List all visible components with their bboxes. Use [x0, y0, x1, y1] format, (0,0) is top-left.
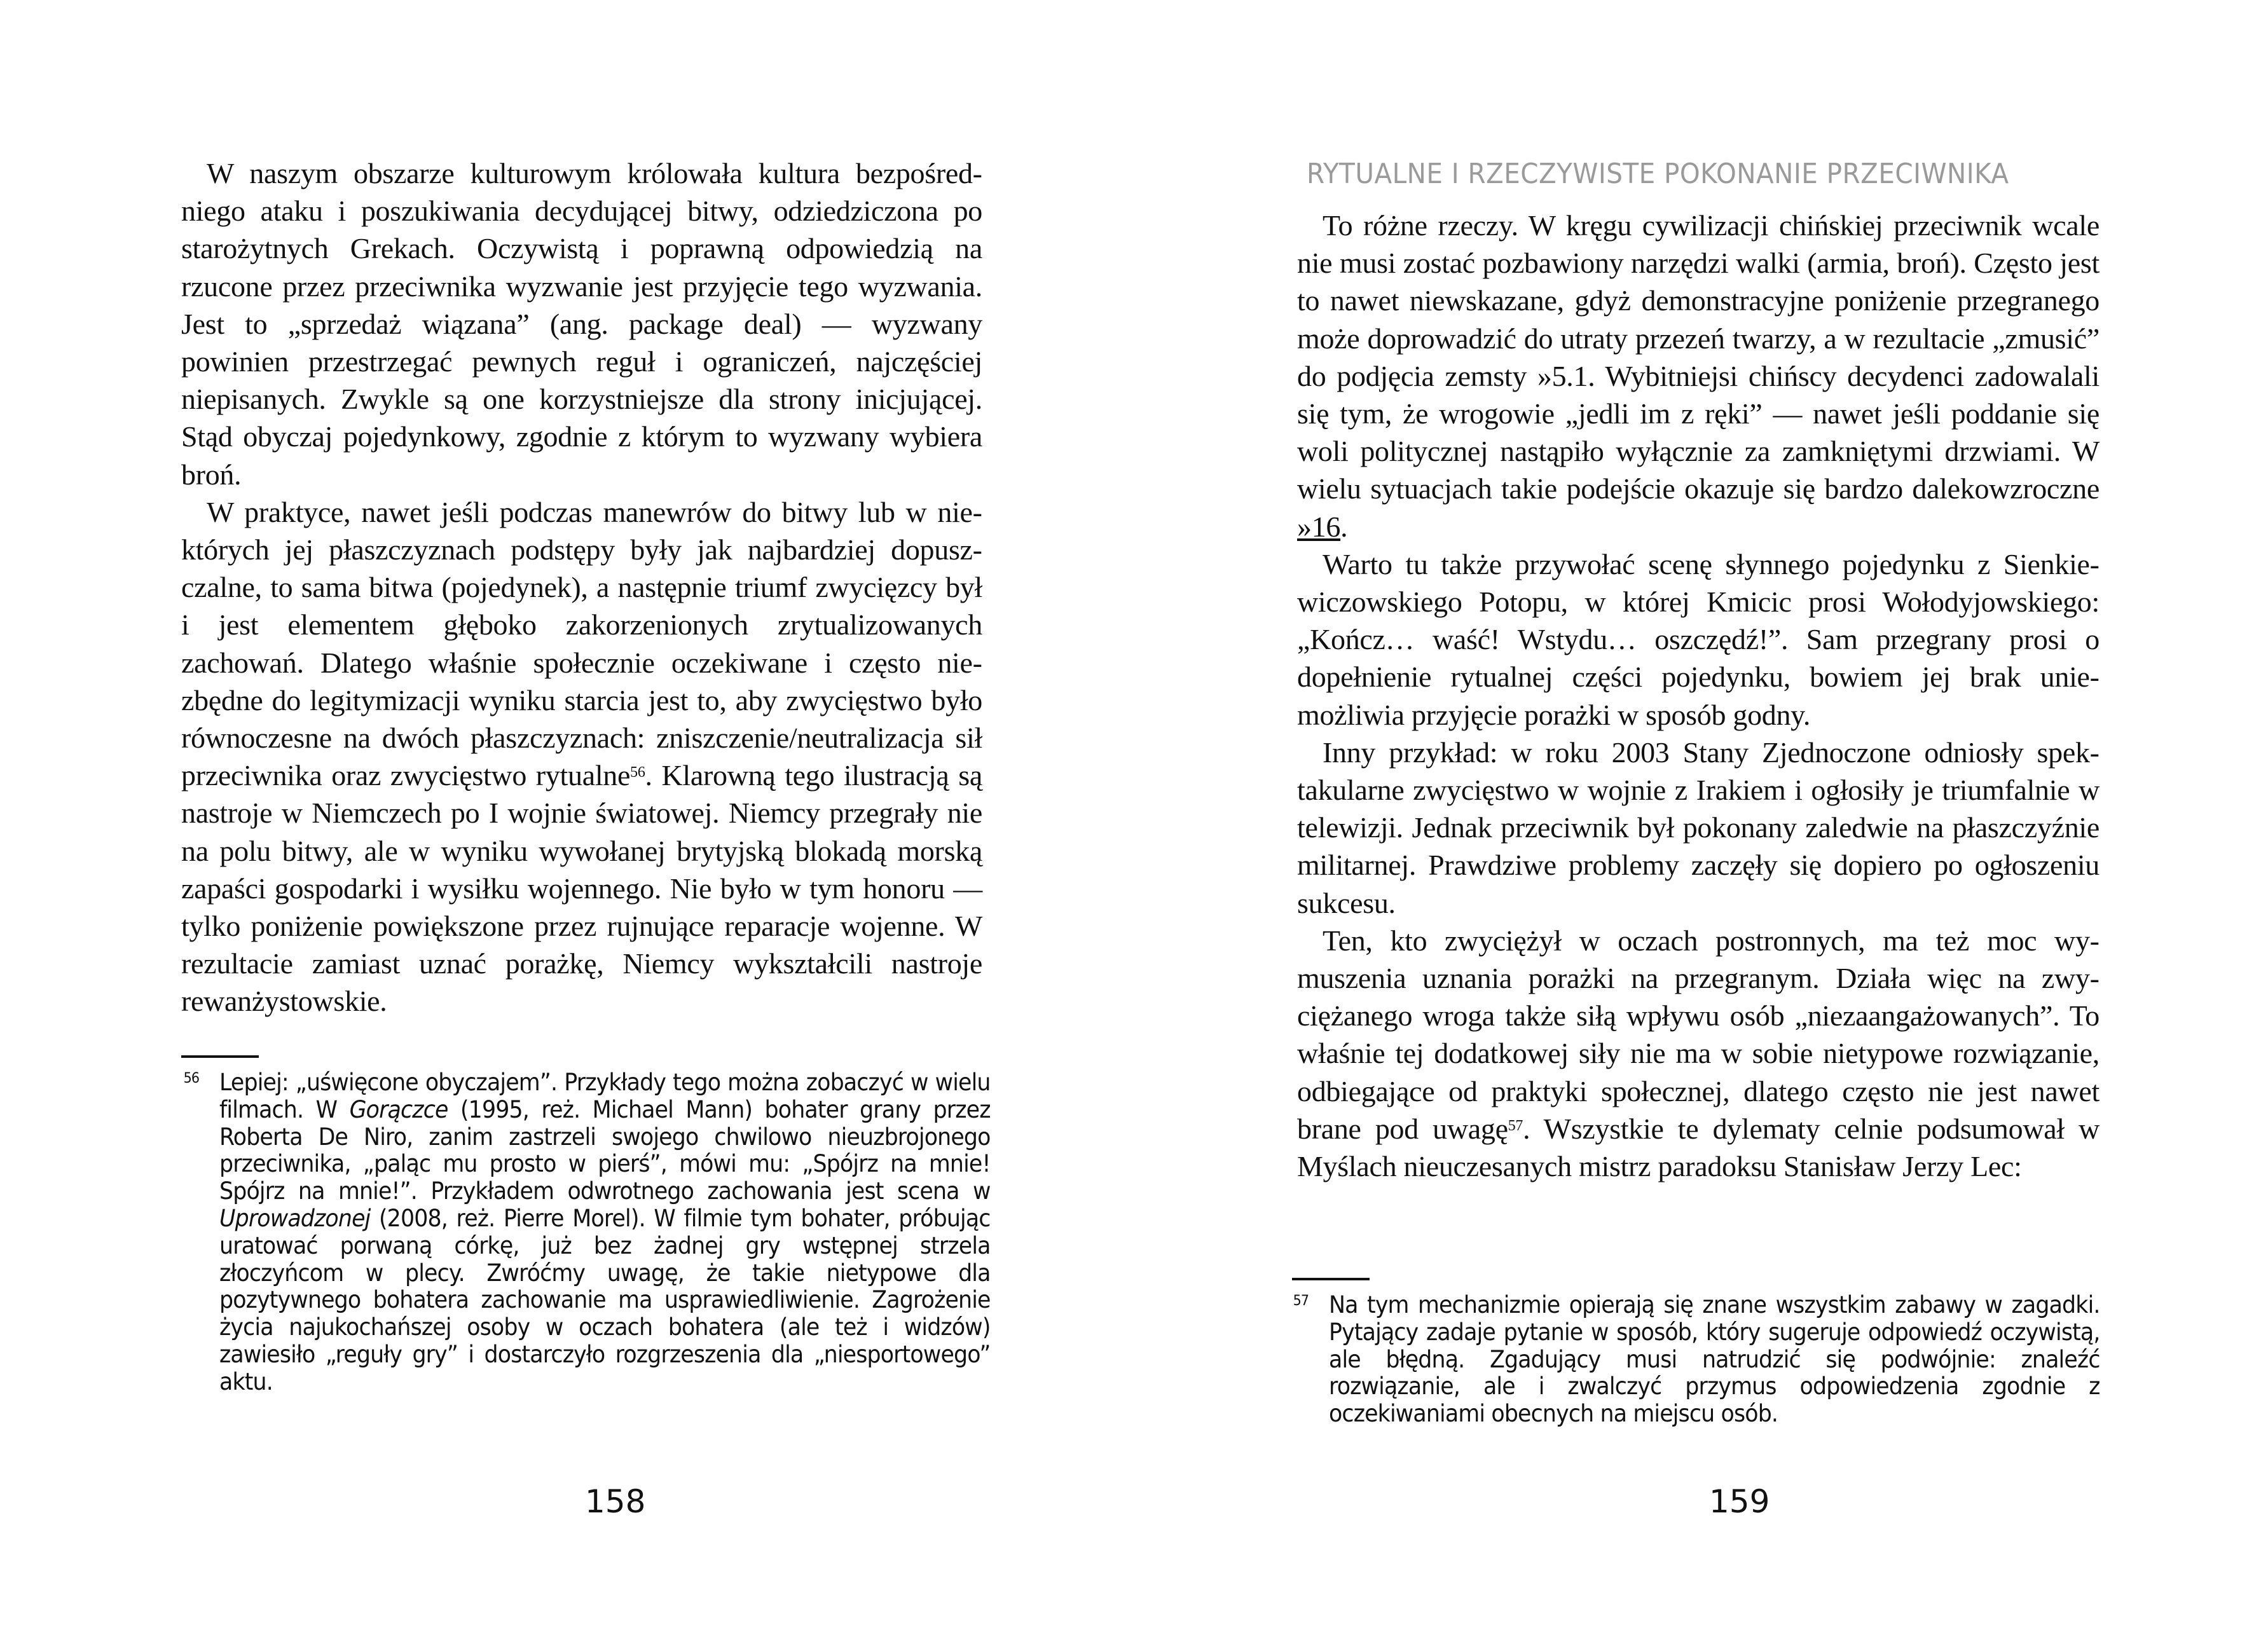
paragraph: W naszym obszarze kulturowym królowała kultura bezpośredniego ataku i poszukiwania decydującej bitwy, odziedziczona po starożytnych Grekach. Oczywistą i poprawną odpowiedzią na rzucone przez przeciwnika wyzwanie jest przyjęcie tego wyzwania. Jest to „sprzedaż wiązana” (ang. package deal) — wyzwany powinien przestrzegać pewnych reguł i ograniczeń, najczęściej niepisanych. Zwykle są one korzystniejsze dla strony inicjującej. Stąd obyczaj pojedynkowy, zgodnie z którym to wyzwany wybiera broń. [181, 157, 982, 491]
paragraph: Warto tu także przywołać scenę słynnego pojedynku z Sienkiewiczowskiego Potopu, w której Kmicic prosi Wołodyjowskiego: „Kończ… waść! Wstydu… oszczędź!”. Sam przegrany prosi o dopełnienie rytualnej części pojedynku, bowiem jej brak uniemożliwia przyjęcie porażki w sposób godny. [1297, 547, 2100, 731]
footnote-text: Na tym mechanizmie opierają się znane wszystkim zabawy w zagadki. Pytający zadaje pytanie w sposób, który sugeruje odpowiedź oczywistą, ale błędną. Zgadujący musi natrudzić się podwójnie: znaleźć rozwiązanie, ale i zwalczyć przymus odpowiedzenia zgodnie z oczekiwaniami obecnych na miejscu osób. [1329, 1291, 2100, 1428]
running-head: RYTUALNE I RZECZYWISTE POKONANIE PRZECIWNIKA [1307, 158, 2009, 190]
paragraph-text: W praktyce, nawet jeśli podczas manewrów do bitwy lub w niektórych jej płaszczyznach podstępy były jak najbardziej dopuszczalne, to sama bitwa (pojedynek), a następnie triumf zwycięzcy był i jest elementem głęboko zakorzenionych zrytualizowanych zachowań. Dlatego właśnie społecznie oczekiwane i często niezbędne do legitymizacji wyniku starcia jest to, aby zwycięstwo było równoczesne na dwóch płaszczyznach: zniszczenie/neutralizacja sił przeciwnika oraz zwycięstwo rytualne [181, 495, 982, 792]
paragraph [1297, 207, 2100, 545]
cross-reference-link[interactable]: »16 [1297, 510, 1341, 543]
paragraph [181, 493, 982, 1020]
right-page [1134, 0, 2268, 1637]
footnote-reference[interactable]: 56 [630, 764, 645, 781]
paragraph [1297, 922, 2100, 1185]
footnote-text: (2008, reż. Pierre Morel). W filmie tym bohater, próbując uratować porwaną córkę, już bez żadnej gry wstępnej strzela złoczyńcom w plecy. Zwróćmy uwagę, że takie nietypowe dla pozytywnego bohatera zachowanie ma usprawiedliwienie. Zagrożenie życia najukochańszej osoby w oczach bohatera (ale też i widzów) zawiesiło „reguły gry” i dostarczyło rozgrzeszenia dla „niesportowego” aktu. [219, 1204, 991, 1395]
footnote-text: Lepiej: „uświęcone obyczajem”. Przykłady tego można zobaczyć w wielu filmach. W [219, 1069, 991, 1123]
left-page-body [181, 154, 982, 1020]
page-number: 158 [585, 1483, 646, 1520]
paragraph-text: . Klarowną tego ilustracją są nastroje w Niemczech po I wojnie światowej. Niemcy przegrały nie na polu bitwy, ale w wyniku wywołanej brytyjską blokadą morską zapaści gospodarki i wysiłku wojennego. Nie było w tym honoru — tylko poniżenie powiększone przez rujnujące reparacje wojenne. W rezultacie zamiast uznać porażkę, Niemcy wykształcili nastroje rewanżystowskie. [181, 759, 982, 1018]
paragraph-text: . Wszystkie te dylematy celnie podsumował w Myślach nieuczesanych mistrz paradoksu Stanisław Jerzy Lec: [1297, 1112, 2100, 1183]
paragraph-text: Ten, kto zwyciężył w oczach postronnych, ma też moc wymuszenia uznania porażki na przegranym. Działa więc na zwyciężanego wroga także siłą wpływu osób „niezaangażowanych”. To właśnie tej dodatkowej siły nie ma w sobie nietypowe rozwiązanie, odbiegające od praktyki społecznej, dlatego często nie jest nawet brane pod uwagę [1297, 924, 2100, 1145]
punctuation: . [1340, 510, 1348, 543]
footnote-reference[interactable]: 57 [1508, 1117, 1523, 1134]
footnote-56 [183, 1069, 991, 1396]
paragraph: Inny przykład: w roku 2003 Stany Zjednoczone odniosły spektakularne zwycięstwo w wojnie z Irakiem i ogłosiły je triumfalnie w telewizji. Jednak przeciwnik był pokonany zaledwie na płaszczyźnie militarnej. Prawdziwe problemy zaczęły się dopiero po ogłoszeniu sukcesu. [1297, 736, 2100, 919]
page-number: 159 [1709, 1483, 1770, 1520]
footnote-number: 57 [1293, 1293, 1309, 1309]
footnote-separator [1292, 1278, 1370, 1280]
film-title: Gorączce [349, 1095, 448, 1123]
right-page-body [1297, 207, 2100, 1185]
footnote-separator [181, 1055, 259, 1058]
footnote-text: (1995, reż. Michael Mann) bohater grany przez Roberta De Niro, zanim zastrzeli swojego chwilowo nieuzbrojonego przeciwnika, „paląc mu prosto w pierś”, mówi mu: „Spójrz na mnie! Spójrz na mnie!”. Przykładem odwrotnego zachowania jest scena w [219, 1095, 991, 1205]
footnote-number: 56 [183, 1071, 200, 1086]
paragraph-text: To różne rzeczy. W kręgu cywilizacji chińskiej przeciwnik wcale nie musi zostać pozbawiony narzędzi walki (armia, broń). Często jest to nawet niewskazane, gdyż demonstracyjne poniżenie przegranego może doprowadzić do utraty przezeń twarzy, a w rezultacie „zmusić” do podjęcia zemsty »5.1. Wybitniejsi chińscy decydenci zadowalali się tym, że wrogowie „jedli im z ręki” — nawet jeśli poddanie się woli politycznej nastąpiło wyłącznie za zamkniętymi drzwiami. W wielu sytuacjach takie podejście okazuje się bardzo dalekowzroczne [1297, 209, 2100, 505]
footnote-57 [1293, 1291, 2100, 1428]
film-title: Uprowadzonej [219, 1204, 371, 1232]
